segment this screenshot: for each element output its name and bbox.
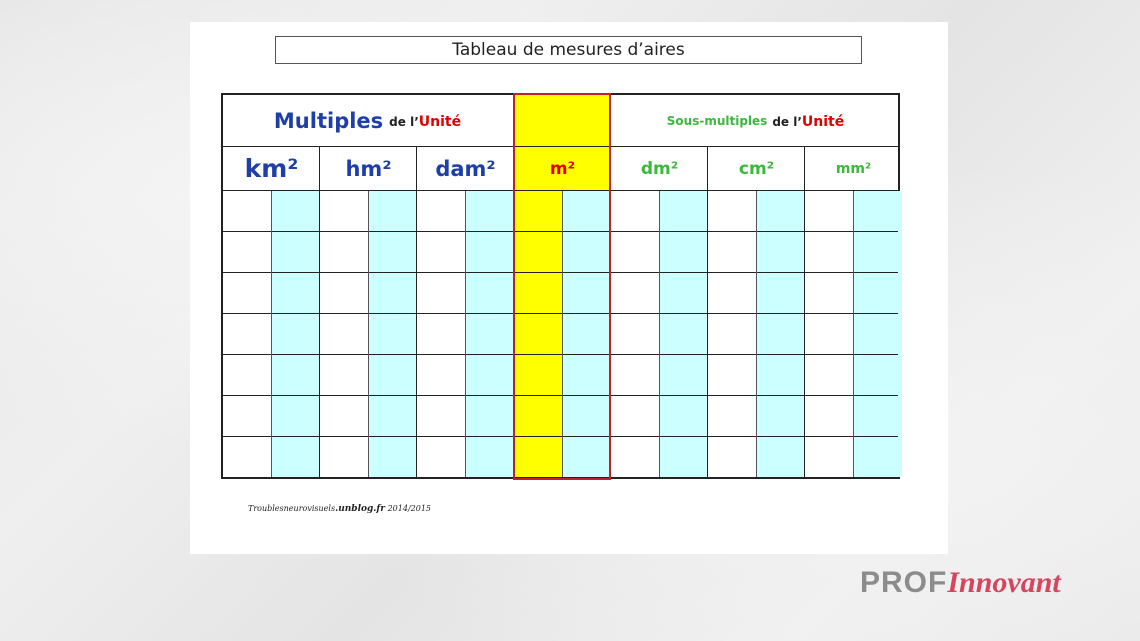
sous-multiples-unit-word: Unité [801, 114, 845, 130]
profinnovant-logo [860, 566, 1061, 606]
unit-label: m² [549, 158, 576, 179]
column-divider [707, 147, 708, 477]
column-fill-1 [369, 191, 417, 477]
worksheet-title: Tableau de mesures d’aires [275, 36, 862, 64]
column-fill-6 [854, 191, 902, 477]
unit-label: cm² [738, 158, 775, 179]
column-fill-5 [757, 191, 805, 477]
half-column-divider [465, 191, 466, 477]
half-column-divider [659, 191, 660, 477]
logo-prof-text: PROF [860, 566, 948, 599]
multiples-connector: de l’ [389, 115, 419, 129]
column-fill-2 [466, 191, 514, 477]
column-divider [319, 147, 320, 477]
worksheet [190, 22, 948, 554]
logo-innovant-text: Innovant [947, 566, 1061, 599]
half-column-divider [853, 191, 854, 477]
sous-multiples-word: Sous-multiples [666, 113, 768, 128]
unit-label: dam² [435, 156, 496, 181]
sous-multiples-header [611, 95, 900, 146]
unit-label: mm² [835, 160, 872, 177]
multiples-word: Multiples [273, 108, 384, 133]
half-column-divider [756, 191, 757, 477]
column-divider [416, 147, 417, 477]
credit-site: Troublesneurovisuels [248, 504, 336, 513]
sous-multiples-connector: de l’ [772, 115, 802, 129]
multiples-unit-word: Unité [418, 114, 462, 130]
column-divider [804, 147, 805, 477]
credit-years: 2014/2015 [387, 504, 432, 513]
credit-line [248, 504, 431, 514]
column-fill-0 [272, 191, 320, 477]
unit-label: km² [244, 154, 299, 183]
credit-host: .unblog.fr [335, 504, 386, 514]
multiples-header [223, 95, 512, 146]
unit-label: dm² [640, 158, 679, 179]
unit-column-frame [513, 93, 611, 480]
half-column-divider [271, 191, 272, 477]
half-column-divider [368, 191, 369, 477]
area-measurement-table [221, 93, 900, 479]
unit-label: hm² [345, 156, 392, 181]
column-fill-4 [660, 191, 708, 477]
